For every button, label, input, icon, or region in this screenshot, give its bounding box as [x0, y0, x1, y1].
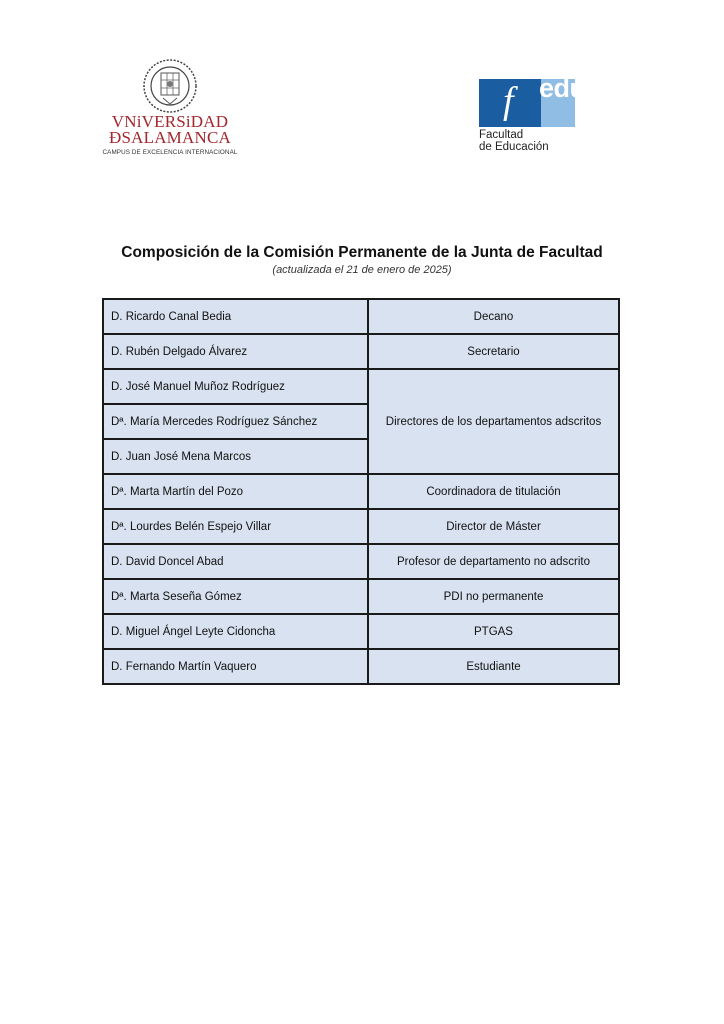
- table-row: [103, 614, 619, 649]
- member-name: D. Juan José Mena Marcos: [103, 439, 368, 474]
- member-role: Secretario: [368, 334, 619, 369]
- table-row: [103, 299, 619, 334]
- faculty-logo: [479, 73, 586, 153]
- member-name: D. José Manuel Muñoz Rodríguez: [103, 369, 368, 404]
- member-name: D. Rubén Delgado Álvarez: [103, 334, 368, 369]
- member-role: Profesor de departamento no adscrito: [368, 544, 619, 579]
- table-row: [103, 509, 619, 544]
- member-name: Dª. Marta Martín del Pozo: [103, 474, 368, 509]
- member-role: Decano: [368, 299, 619, 334]
- faculty-mark-word: edu: [539, 73, 586, 103]
- member-role: Coordinadora de titulación: [368, 474, 619, 509]
- member-name: Dª. Marta Seseña Gómez: [103, 579, 368, 614]
- member-name: Dª. María Mercedes Rodríguez Sánchez: [103, 404, 368, 439]
- faculty-name-line2: de Educación: [479, 141, 549, 153]
- member-role: Directores de los departamentos adscritos: [368, 369, 619, 474]
- member-role: PDI no permanente: [368, 579, 619, 614]
- table-row: [103, 544, 619, 579]
- member-name: D. Miguel Ángel Leyte Cidoncha: [103, 614, 368, 649]
- member-name: D. Ricardo Canal Bedia: [103, 299, 368, 334]
- member-role: PTGAS: [368, 614, 619, 649]
- university-name-line2: ÐSALAMANCA: [109, 128, 231, 147]
- member-name: D. David Doncel Abad: [103, 544, 368, 579]
- table-row: [103, 334, 619, 369]
- document-title: Composición de la Comisión Permanente de la Junta de Facultad: [121, 244, 603, 261]
- university-logo: [102, 58, 238, 156]
- table-row: [103, 649, 619, 684]
- table-row: [103, 579, 619, 614]
- university-seal-icon: [141, 58, 199, 114]
- member-name: Dª. Lourdes Belén Espejo Villar: [103, 509, 368, 544]
- member-role: Estudiante: [368, 649, 619, 684]
- faculty-mark: [479, 73, 586, 127]
- member-name: D. Fernando Martín Vaquero: [103, 649, 368, 684]
- faculty-name-line1: Facultad: [479, 129, 524, 141]
- member-role: Director de Máster: [368, 509, 619, 544]
- university-campus-subtitle: CAMPUS DE EXCELENCIA INTERNACIONAL: [102, 149, 238, 156]
- table-row: [103, 369, 619, 404]
- committee-table: [102, 298, 620, 685]
- faculty-mark-letter: f: [503, 80, 514, 122]
- university-name-line1: VNiVERSiDAD: [111, 112, 229, 131]
- document-subtitle: (actualizada el 21 de enero de 2025): [272, 264, 452, 276]
- table-row: [103, 474, 619, 509]
